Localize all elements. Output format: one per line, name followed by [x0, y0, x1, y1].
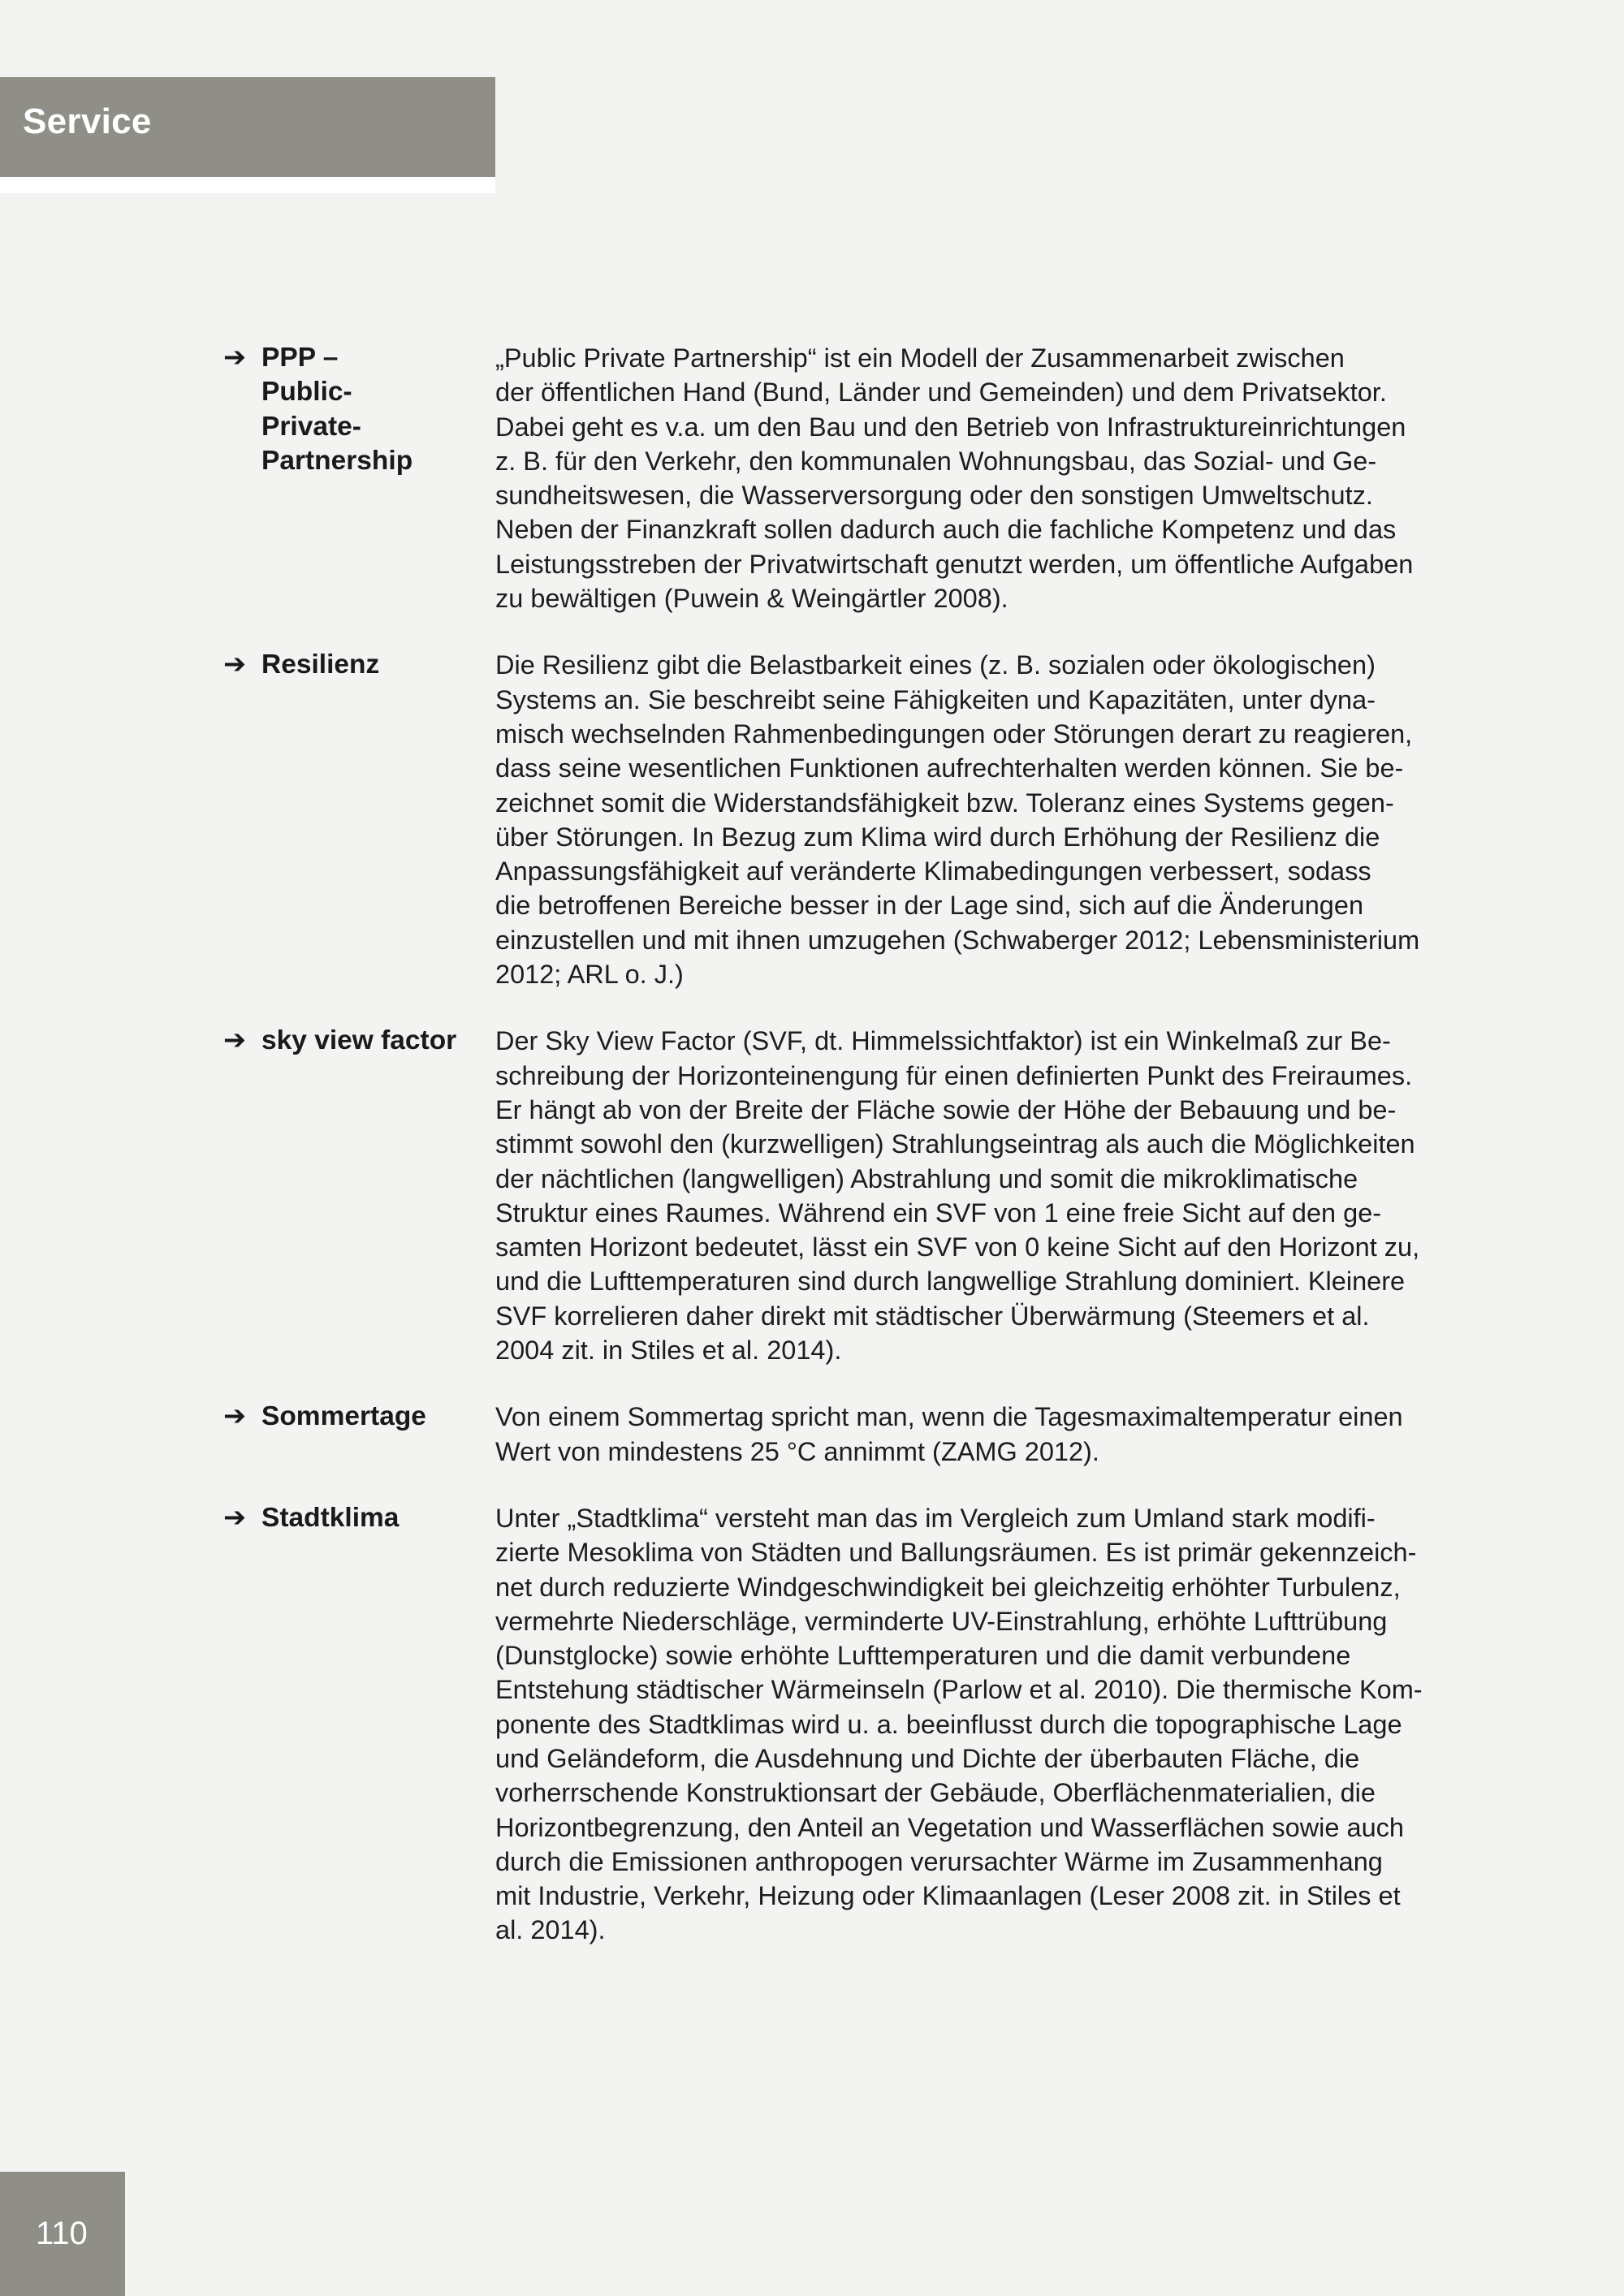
glossary-term: sky view factor — [261, 1025, 457, 1056]
glossary-term: Stadtklima — [261, 1502, 400, 1533]
glossary-term: Resilienz — [261, 650, 380, 680]
arrow-right-icon: ➔ — [223, 343, 247, 373]
glossary-entry-resilienz — [223, 648, 1474, 991]
section-header-tab — [0, 77, 495, 179]
glossary-list — [223, 341, 1474, 1980]
page-number-box — [0, 2172, 125, 2296]
arrow-right-icon: ➔ — [223, 650, 247, 680]
glossary-definition: Die Resilienz gibt die Belastbarkeit eines (z. B. sozialen oder ökologischen) Systems an. Sie beschreibt seine Fähigkeiten und Kapazitäten, unter dyna- misch wechselnden Rahmenbedingungen oder Störungen derart zu reagieren, dass seine wesentlichen Funktionen aufrechterhalten werden können. Sie be- zeichnet somit die Widerstandsfähigkeit bzw. Toleranz eines Systems gegen- über Störungen. In Bezug zum Klima wird durch Erhöhung der Resilienz die Anpassungsfähigkeit auf veränderte Klimabedingungen verbessert, sodass die betroffenen Bereiche besser in der Lage sind, sich auf die Änderungen einzustellen und mit ihnen umzugehen (Schwaberger 2012; Lebensministerium 2012; ARL o. J.) — [495, 650, 1420, 990]
glossary-definition: Von einem Sommertag spricht man, wenn die Tagesmaximaltemperatur einen Wert von mindestens 25 °C annimmt (ZAMG 2012). — [495, 1402, 1403, 1466]
page-number: 110 — [36, 2216, 88, 2251]
glossary-definition: Unter „Stadtklima“ versteht man das im Vergleich zum Umland stark modifi- zierte Mesoklima von Städten und Ballungsräumen. Es ist primär gekennzeich- net durch reduzierte Windgeschwindigkeit bei gleichzeitig erhöhter Turbulenz, vermehrte Niederschläge, verminderte UV-Einstrahlung, erhöhte Lufttrübung (Dunstglocke) sowie erhöhte Lufttemperaturen und die damit verbundene Entstehung städtischer Wärmeinseln (Parlow et al. 2010). Die thermische Kom- ponente des Stadtklimas wird u. a. beeinflusst durch die topographische Lage und Geländeform, die Ausdehnung und Dichte der überbauten Fläche, die vorherrschende Konstruktionsart der Gebäude, Oberflächenmaterialien, die Horizontbegrenzung, den Anteil an Vegetation und Wasserflächen sowie auch durch die Emissionen anthropogen verursachter Wärme im Zusammenhang mit Industrie, Verkehr, Heizung oder Klimaanlagen (Leser 2008 zit. in Stiles et al. 2014). — [495, 1503, 1423, 1945]
glossary-entry-sky-view-factor — [223, 1024, 1474, 1367]
glossary-definition: Der Sky View Factor (SVF, dt. Himmelssichtfaktor) ist ein Winkelmaß zur Be- schreibung der Horizonteinengung für einen definierten Punkt des Freiraumes. Er hängt ab von der Breite der Fläche sowie der Höhe der Bebauung und be- stimmt sowohl den (kurzwelligen) Strahlungseintrag als auch die Möglichkeiten der nächtlichen (langwelligen) Abstrahlung und somit die mikroklimatische Struktur eines Raumes. Während ein SVF von 1 eine freie Sicht auf den ge- samten Horizont bedeutet, lässt ein SVF von 0 keine Sicht auf den Horizont zu, und die Lufttemperaturen sind durch langwellige Strahlung dominiert. Kleinere SVF korrelieren daher direkt mit städtischer Überwärmung (Steemers et al. 2004 zit. in Stiles et al. 2014). — [495, 1026, 1420, 1366]
section-title: Service — [23, 101, 152, 141]
glossary-entry-sommertage — [223, 1400, 1474, 1469]
glossary-term: Sommertage — [261, 1401, 426, 1432]
glossary-term-block — [223, 341, 495, 615]
glossary-term-block — [223, 1400, 495, 1469]
glossary-term: PPP – Public- Private- Partnership — [261, 343, 413, 476]
glossary-entry-ppp — [223, 341, 1474, 615]
arrow-right-icon: ➔ — [223, 1401, 247, 1432]
glossary-term-block — [223, 648, 495, 991]
glossary-term-block — [223, 1501, 495, 1948]
glossary-term-block — [223, 1024, 495, 1367]
glossary-definition: „Public Private Partnership“ ist ein Modell der Zusammenarbeit zwischen der öffentlichen Hand (Bund, Länder und Gemeinden) und dem Privatsektor. Dabei geht es v.a. um den Bau und den Betrieb von Infrastruktureinrichtungen z. B. für den Verkehr, den kommunalen Wohnungsbau, das Sozial- und Ge- sundheitswesen, die Wasserversorgung oder den sonstigen Umweltschutz. Neben der Finanzkraft sollen dadurch auch die fachliche Kompetenz und das Leistungsstreben der Privatwirtschaft genutzt werden, um öffentliche Aufgaben zu bewältigen (Puwein & Weingärtler 2008). — [495, 343, 1414, 614]
arrow-right-icon: ➔ — [223, 1025, 247, 1056]
glossary-entry-stadtklima — [223, 1501, 1474, 1948]
arrow-right-icon: ➔ — [223, 1502, 247, 1533]
